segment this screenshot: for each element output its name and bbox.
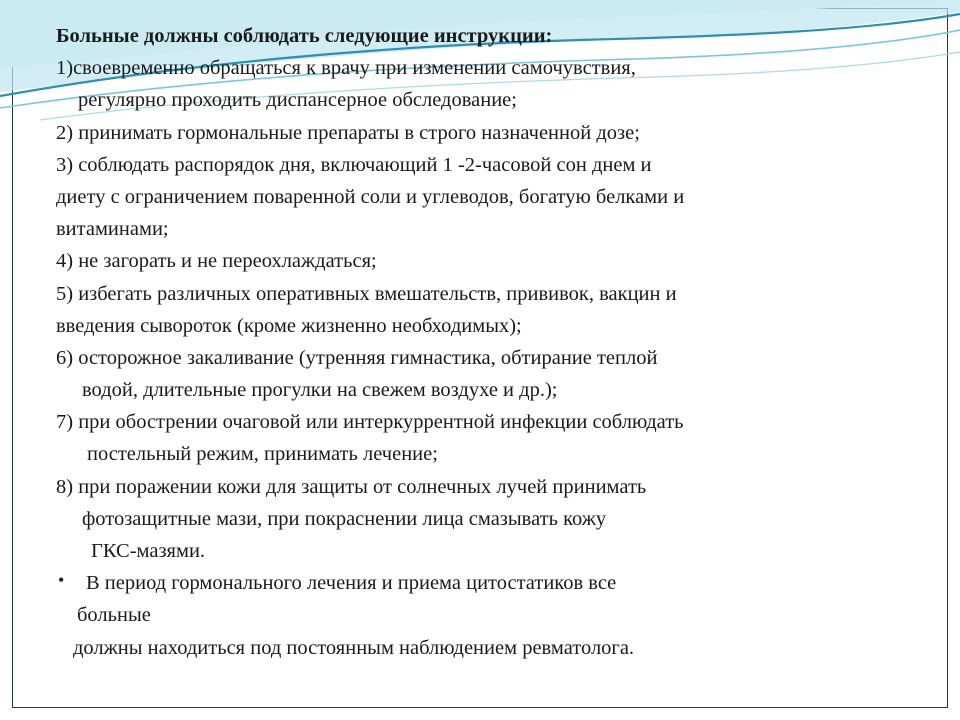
list-line: постельный режим, принимать лечение; <box>87 443 438 466</box>
list-line: ГКС-мазями. <box>91 540 206 562</box>
slide-title: Больные должны соблюдать следующие инструкции: <box>56 25 553 47</box>
list-line: 5) избегать различных оперативных вмешательств, прививок, вакцин и <box>56 282 677 305</box>
list-line: 8) при поражении кожи для защиты от солнечных лучей принимать <box>56 475 647 498</box>
bullet-icon: • <box>58 570 65 591</box>
list-line: регулярно проходить диспансерное обследование; <box>78 89 517 112</box>
list-line: 7) при обострении очаговой или интеркуррентной инфекции соблюдать <box>56 411 684 434</box>
list-line: введения сывороток (кроме жизненно необходимых); <box>56 314 522 337</box>
bullet-line: должны находиться под постоянным наблюдением ревматолога. <box>73 636 635 659</box>
list-line: 1)своевременно обращаться к врачу при изменении самочувствия, <box>56 57 636 80</box>
list-line: 3) соблюдать распорядок дня, включающий 1 -2-часовой сон днем и <box>56 153 652 176</box>
list-line: 2) принимать гормональные препараты в строго назначенной дозе; <box>56 121 640 144</box>
bullet-line <box>56 567 916 599</box>
bullet-line: больные <box>77 604 151 627</box>
list-line: 6) осторожное закаливание (утренняя гимнастика, обтирание теплой <box>56 346 658 369</box>
bullet-text: В период гормонального лечения и приема цитостатиков все <box>86 572 617 595</box>
list-line: 4) не загорать и не переохлаждаться; <box>56 250 377 273</box>
slide-content <box>56 20 916 664</box>
list-line: водой, длительные прогулки на свежем воздухе и др.); <box>82 379 558 402</box>
list-line: фотозащитные мази, при покраснении лица смазывать кожу <box>82 507 607 530</box>
list-line: диету с ограничением поваренной соли и углеводов, богатую белками и <box>56 185 685 208</box>
list-line: витаминами; <box>56 218 169 241</box>
